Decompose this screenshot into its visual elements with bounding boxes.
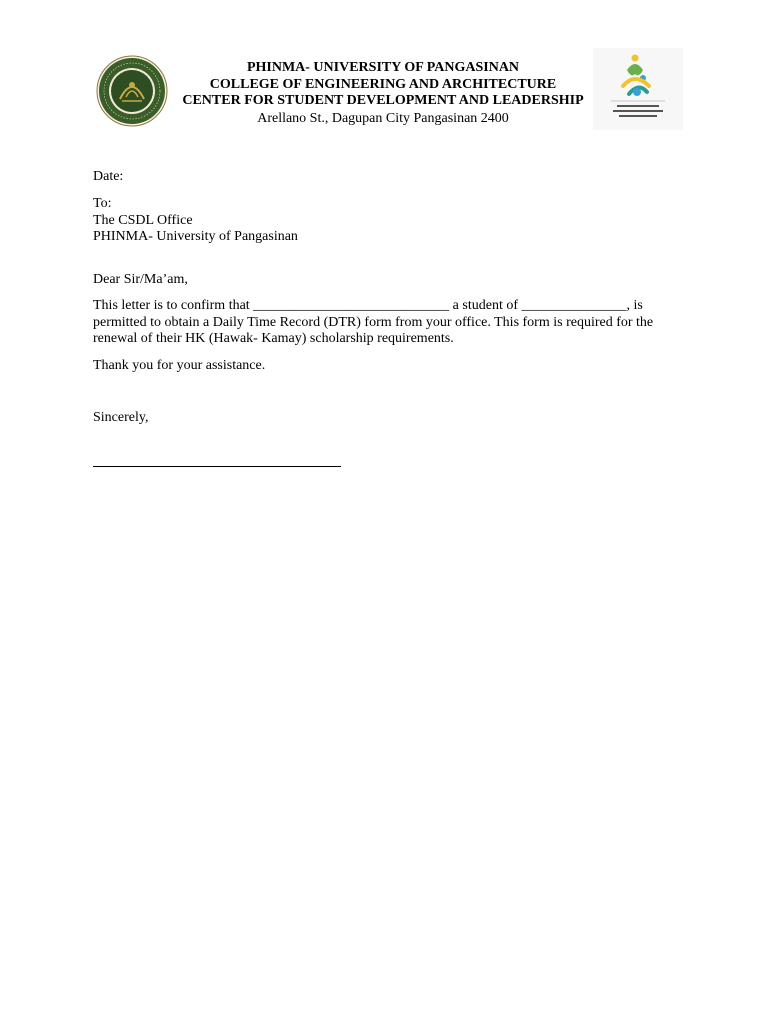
- body-line-1: This letter is to confirm that ____________________________ a student of _______________, is: [93, 298, 643, 313]
- letterhead-text: [173, 60, 593, 128]
- to-label: To:: [93, 196, 112, 211]
- closing-block: [93, 410, 683, 427]
- salutation: Dear Sir/Ma’am,: [93, 272, 188, 287]
- closing-text: Sincerely,: [93, 410, 149, 425]
- body-line-2: permitted to obtain a Daily Time Record (DTR) form from your office. This form is required for the: [93, 314, 654, 330]
- body-paragraph: [93, 298, 683, 348]
- thanks-text: Thank you for your assistance.: [93, 358, 266, 373]
- thanks-block: [93, 358, 683, 375]
- college-name: COLLEGE OF ENGINEERING AND ARCHITECTURE: [209, 76, 557, 92]
- recipient-name: The CSDL Office: [93, 212, 193, 228]
- address: Arellano St., Dagupan City Pangasinan 2400: [257, 110, 509, 126]
- center-name: CENTER FOR STUDENT DEVELOPMENT AND LEADERSHIP: [182, 93, 584, 109]
- salutation-block: [93, 272, 683, 289]
- letterhead: [93, 48, 681, 134]
- body-line-3: renewal of their HK (Hawak- Kamay) scholarship requirements.: [93, 331, 454, 346]
- university-seal-icon: [96, 55, 168, 127]
- recipient-org: PHINMA- University of Pangasinan: [93, 229, 298, 244]
- signature-line: [93, 466, 341, 467]
- csdl-logo-icon: [593, 48, 683, 130]
- university-name: PHINMA- UNIVERSITY OF PANGASINAN: [246, 60, 520, 75]
- date-label: Date:: [93, 169, 124, 184]
- date-block: [93, 169, 683, 186]
- recipient-block: [93, 196, 683, 246]
